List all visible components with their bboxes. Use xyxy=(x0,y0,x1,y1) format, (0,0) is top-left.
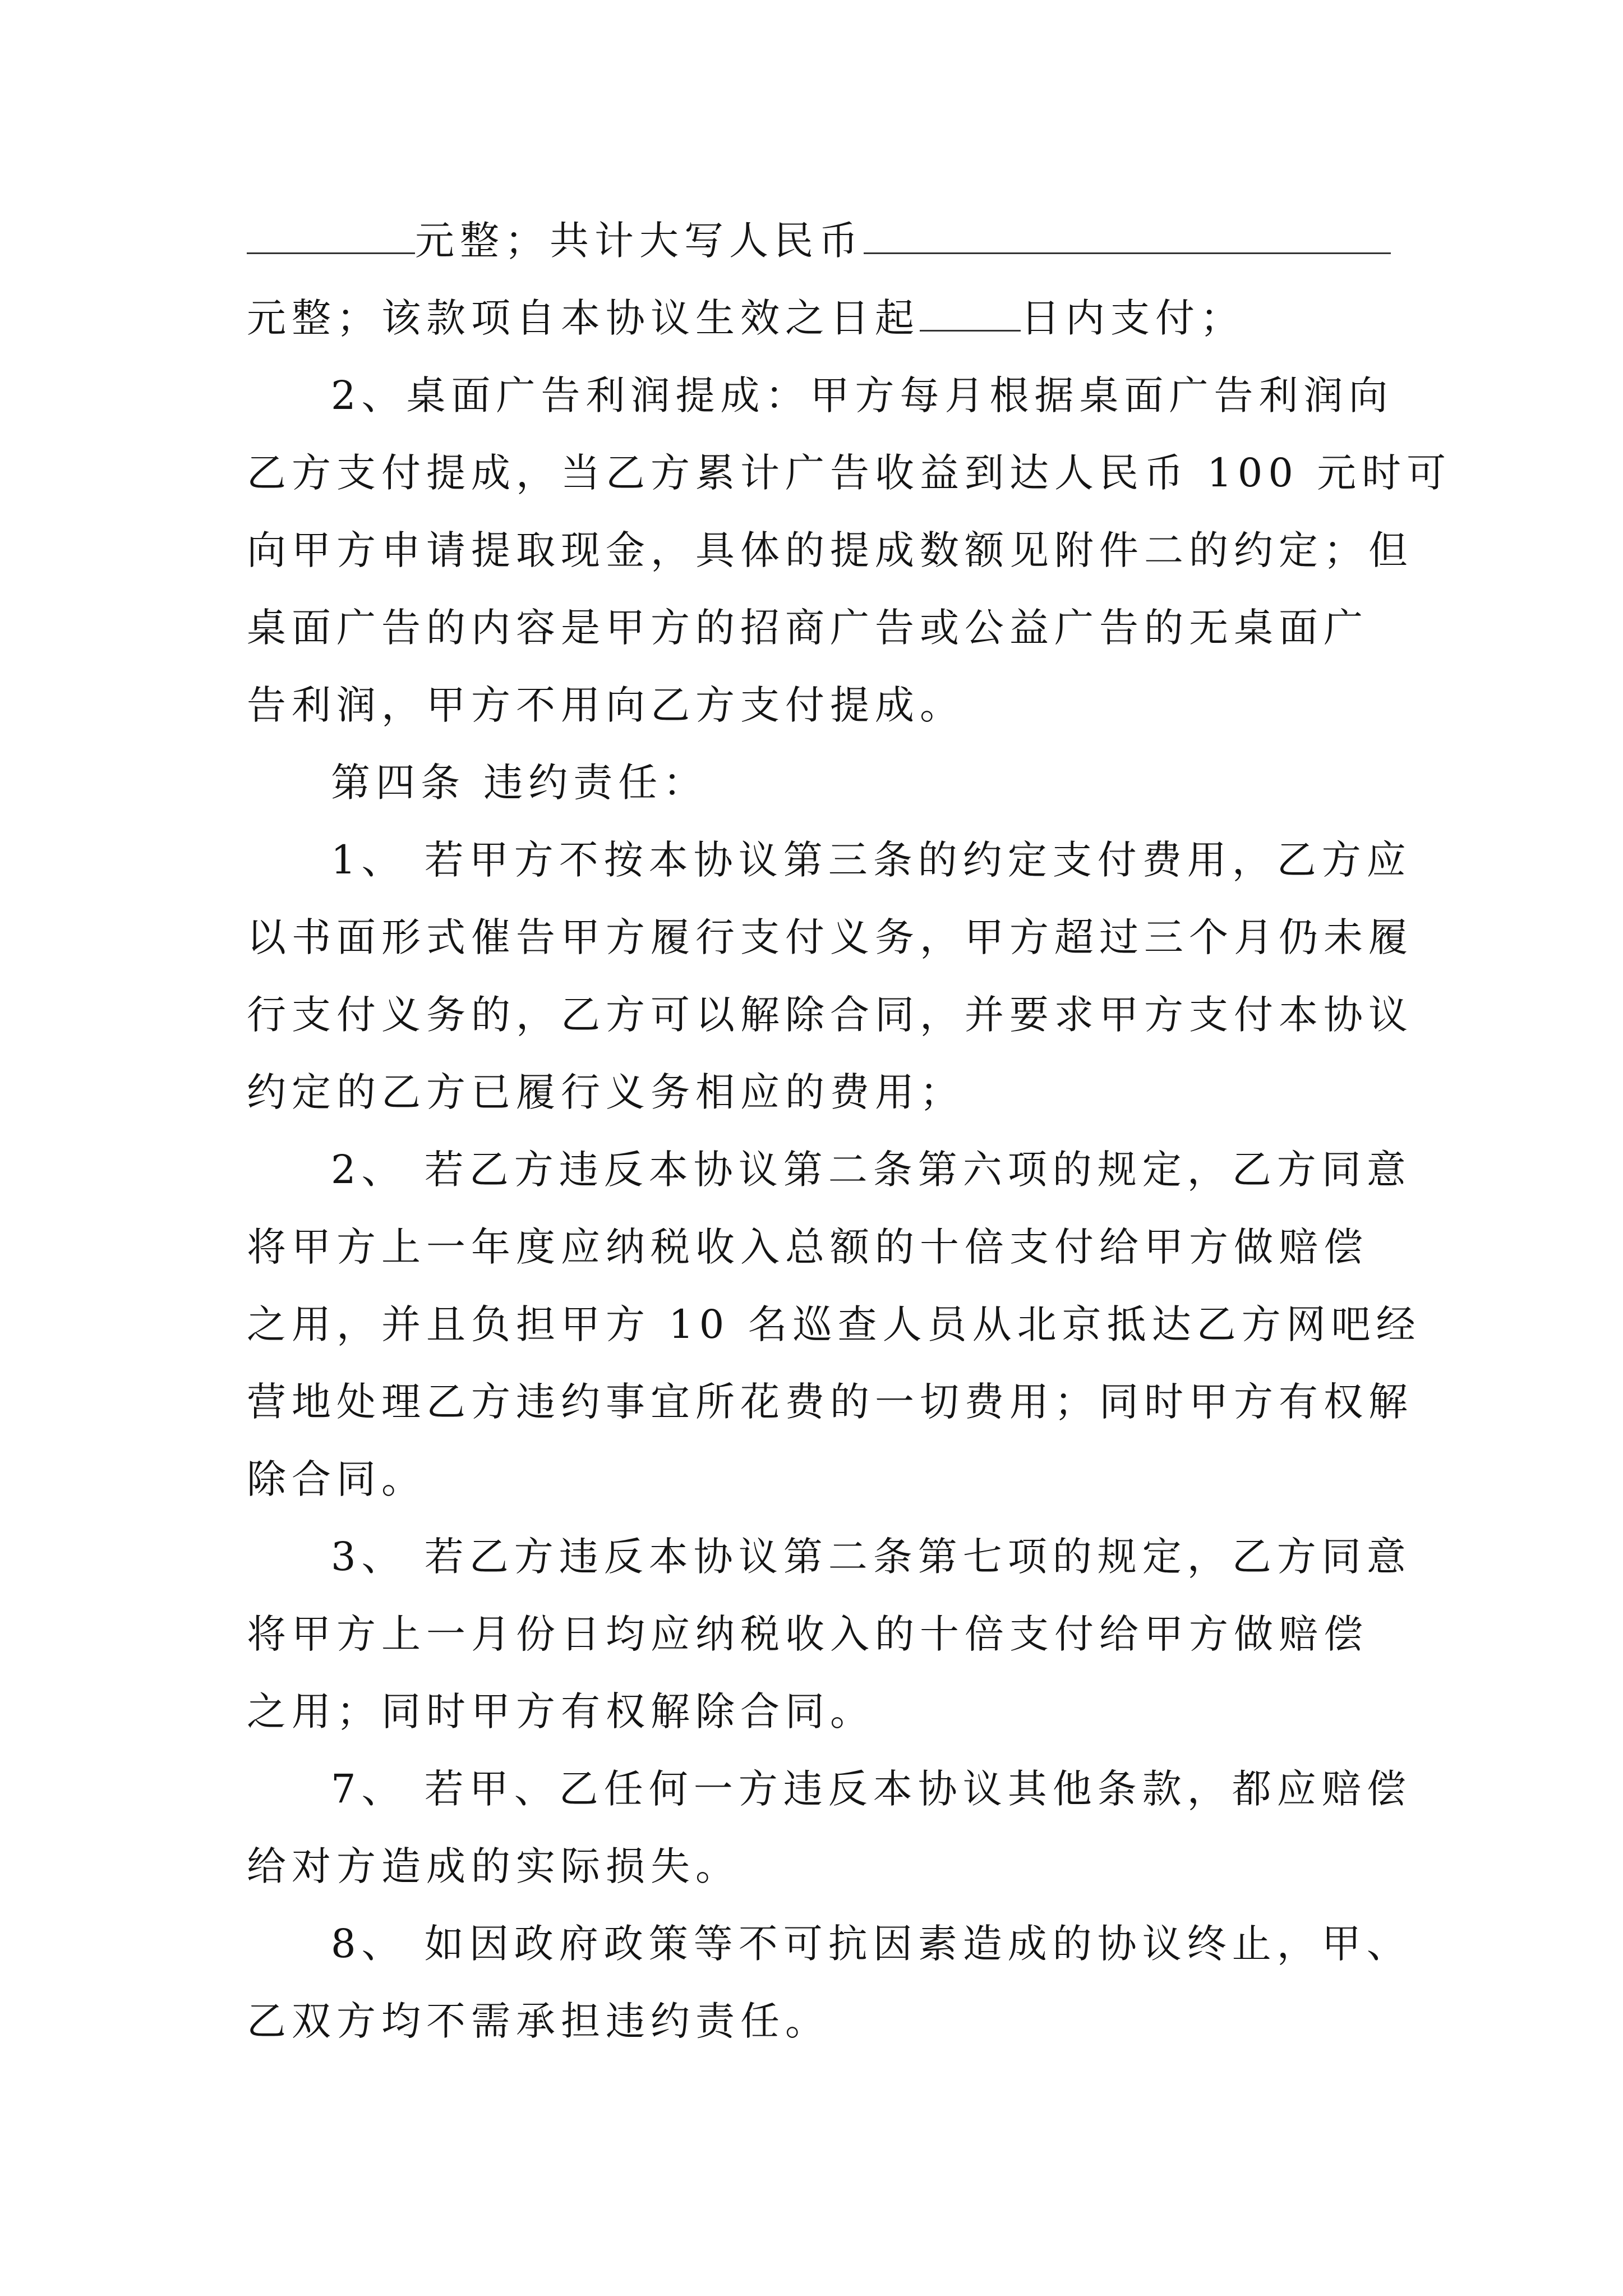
clause-line: 除合同。 xyxy=(247,1456,426,1502)
clause-line: 行支付义务的，乙方可以解除合同，并要求甲方支付本协议 xyxy=(247,992,1413,1038)
paragraph-line: 2、桌面广告利润提成：甲方每月根据桌面广告利润向 xyxy=(331,372,1394,418)
amount-uppercase-blank xyxy=(864,213,1391,254)
clause-line: 2、 若乙方违反本协议第二条第六项的规定，乙方同意 xyxy=(331,1147,1412,1193)
clause-line: 以书面形式催告甲方履行支付义务，甲方超过三个月仍未履 xyxy=(247,914,1413,960)
clause-line: 将甲方上一年度应纳税收入总额的十倍支付给甲方做赔偿 xyxy=(247,1224,1368,1270)
clause-line: 7、 若甲、乙任何一方违反本协议其他条款，都应赔偿 xyxy=(331,1766,1412,1812)
clause-line: 1、 若甲方不按本协议第三条的约定支付费用，乙方应 xyxy=(331,837,1412,883)
paragraph-line xyxy=(247,279,1385,357)
section-heading: 第四条 违约责任： xyxy=(331,760,708,806)
days-blank xyxy=(920,291,1021,332)
clause-line: 营地处理乙方违约事宜所花费的一切费用；同时甲方有权解 xyxy=(247,1379,1413,1425)
clause-line: 3、 若乙方违反本协议第二条第七项的规定，乙方同意 xyxy=(331,1534,1412,1580)
clause-line: 给对方造成的实际损失。 xyxy=(247,1843,740,1889)
text-fragment: 元整；该款项自本协议生效之日起 xyxy=(247,295,920,341)
clause-line: 之用；同时甲方有权解除合同。 xyxy=(247,1688,875,1734)
paragraph-line: 乙方支付提成，当乙方累计广告收益到达人民币 100 元时可 xyxy=(247,450,1452,496)
text-fragment: 日内支付； xyxy=(1021,295,1245,341)
paragraph-line: 告利润，甲方不用向乙方支付提成。 xyxy=(247,682,965,728)
clause-line: 将甲方上一月份日均应纳税收入的十倍支付给甲方做赔偿 xyxy=(247,1611,1368,1657)
paragraph-line: 向甲方申请提取现金，具体的提成数额见附件二的约定；但 xyxy=(247,527,1413,573)
clause-line: 乙双方均不需承担违约责任。 xyxy=(247,1998,830,2044)
clause-line: 之用，并且负担甲方 10 名巡查人员从北京抵达乙方网吧经 xyxy=(247,1301,1421,1347)
text-fragment: 元整；共计大写人民币 xyxy=(415,218,864,264)
paragraph-line: 桌面广告的内容是甲方的招商广告或公益广告的无桌面广 xyxy=(247,605,1368,651)
amount-blank xyxy=(247,213,415,254)
paragraph-line xyxy=(247,202,1385,279)
document-body xyxy=(247,202,1452,2060)
clause-line: 约定的乙方已履行义务相应的费用； xyxy=(247,1069,965,1115)
clause-line: 8、 如因政府政策等不可抗因素造成的协议终止，甲、 xyxy=(331,1921,1412,1967)
